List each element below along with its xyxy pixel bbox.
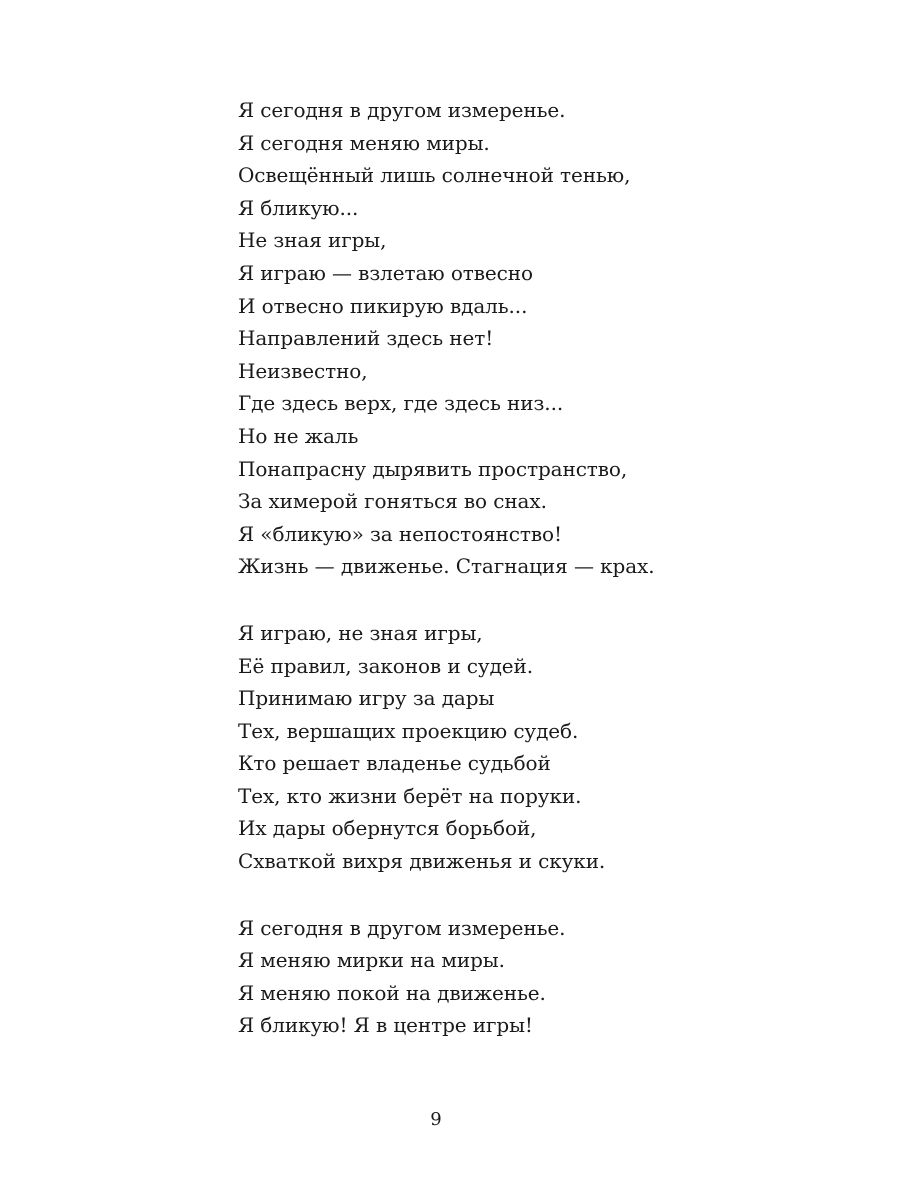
poem-line: И отвесно пикирую вдаль... [238,293,528,318]
poem-line: Её правил, законов и судей. [238,653,534,678]
poem-line: Тех, кто жизни берёт на поруки. [238,783,582,808]
poem-line: Но не жаль [238,423,359,448]
poem-line: Я бликую! Я в центре игры! [238,1013,533,1038]
poem-line: Не зная игры, [238,228,387,253]
poem-line: Кто решает владенье судьбой [238,751,551,776]
poem-line: Я меняю мирки на миры. [238,948,505,973]
poem-line: Я меняю покой на движенье. [238,980,546,1005]
poem-line: Жизнь — движенье. Стагнация — крах. [238,554,655,579]
poem-line: Я сегодня меняю миры. [238,130,490,155]
poem-line: Тех, вершащих проекцию судеб. [238,718,579,743]
stanza-1 [238,94,838,583]
poem-line: Я бликую... [238,195,359,220]
page-number: 9 [430,1109,442,1130]
poem-line: Я «бликую» за непостоянство! [238,521,562,546]
poem-line: Я играю, не зная игры, [238,620,483,645]
poem-line: Принимаю игру за дары [238,686,495,711]
poem-line: Понапрасну дырявить пространство, [238,456,628,481]
poem-line: Направлений здесь нет! [238,326,494,351]
poem-line: Схваткой вихря движенья и скуки. [238,849,606,874]
stanza-2 [238,617,838,878]
poem-line: Я сегодня в другом измеренье. [238,915,566,940]
stanza-3 [238,912,838,1042]
poem [238,94,838,1076]
poem-line: За химерой гоняться во снах. [238,489,547,514]
poem-line: Неизвестно, [238,358,368,383]
poem-line: Я играю — взлетаю отвесно [238,260,533,285]
poem-line: Их дары обернутся борьбой, [238,816,537,841]
poem-line: Я сегодня в другом измеренье. [238,98,566,122]
poem-line: Где здесь верх, где здесь низ... [238,391,564,416]
poem-line: Освещённый лишь солнечной тенью, [238,163,631,188]
